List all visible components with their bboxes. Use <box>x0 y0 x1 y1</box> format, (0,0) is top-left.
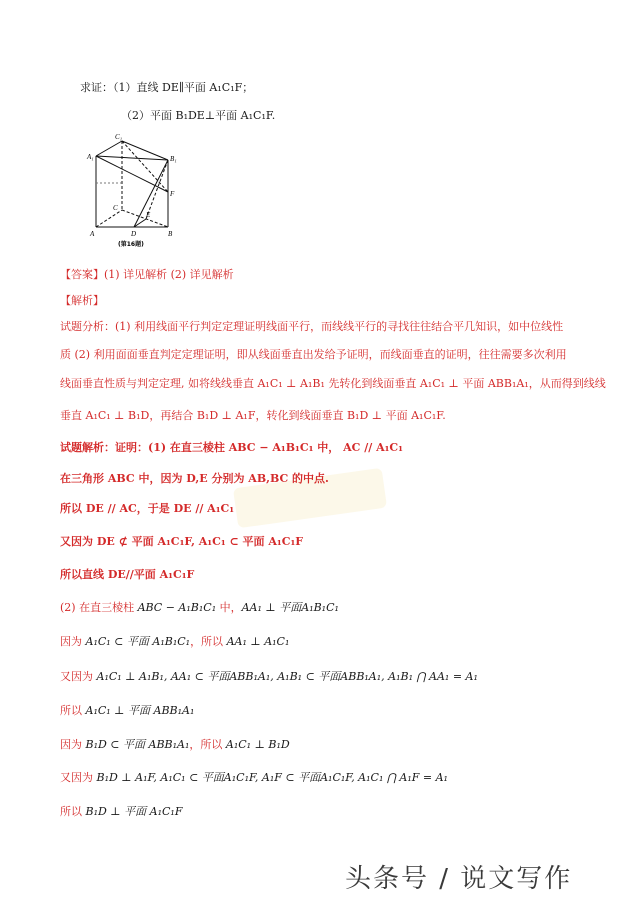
analysis-line-3: 线面垂直性质与判定定理, 如将线线垂直 A₁C₁ ⊥ A₁B₁ 先转化到线面垂直 A₁C₁ ⊥ 平面 ABB₁A₁，从而得到线线 <box>60 377 606 390</box>
part2-5-red2: ，所以 <box>189 738 226 751</box>
prism-figure <box>86 130 182 254</box>
prove-line: 求证：（1）直线 DE∥平面 A₁C₁F； <box>80 81 254 94</box>
part2-line-7 <box>60 805 182 819</box>
part2-4-black: A₁C₁ ⊥ 平面 ABB₁A₁ <box>85 704 195 717</box>
label-f: F <box>170 190 175 198</box>
source-watermark: 头条号 / 说文写作 <box>345 864 573 894</box>
part2-2-black: A₁C₁ ⊂ 平面 A₁B₁C₁ <box>85 635 191 648</box>
label-b1: B₁ <box>170 155 177 163</box>
figure-caption: (第16题) <box>118 241 144 248</box>
part2-line-5 <box>60 738 290 752</box>
proof-line-5: 所以直线 DE//平面 A₁C₁F <box>60 568 195 581</box>
proof-line-1: 试题解析：证明：(1) 在直三棱柱 ABC − A₁B₁C₁ 中， AC // A₁C₁ <box>60 441 403 454</box>
part2-line-1 <box>60 601 339 615</box>
part2-line-2 <box>60 635 289 649</box>
part2-line: （2）平面 B₁DE⊥平面 A₁C₁F. <box>121 109 276 122</box>
label-a: A <box>90 230 95 238</box>
answer-row <box>60 268 234 282</box>
part2-2-black2: AA₁ ⊥ A₁C₁ <box>226 635 290 648</box>
part2-5-black: B₁D ⊂ 平面 ABB₁A₁ <box>85 738 190 751</box>
analysis-line-1: 试题分析：(1) 利用线面平行判定定理证明线面平行，而线线平行的寻找往往结合平几知识，如中位线性 <box>60 320 564 333</box>
part2-2-red2: ，所以 <box>190 635 227 648</box>
part2-5-red: 因为 <box>60 738 86 751</box>
label-b: B <box>168 230 173 238</box>
part2-6-red: 又因为 <box>60 771 97 784</box>
part2-line-4 <box>60 704 194 718</box>
part2-6-black: B₁D ⊥ A₁F, A₁C₁ ⊂ 平面A₁C₁F, A₁F ⊂ 平面A₁C₁F, A₁C₁ ⋂ A₁F = A₁ <box>96 771 448 784</box>
part2-4-red: 所以 <box>60 704 86 717</box>
analysis-line-2: 质 (2) 利用面面垂直判定定理证明，即从线面垂直出发给予证明，而线面垂直的证明，往往需要多次利用 <box>60 348 567 361</box>
part2-1-black2: AA₁ ⊥ 平面A₁B₁C₁ <box>241 601 339 614</box>
part2-3-red: 又因为 <box>60 670 97 683</box>
part2-3-black: A₁C₁ ⊥ A₁B₁, AA₁ ⊂ 平面ABB₁A₁, A₁B₁ ⊂ 平面ABB₁A₁, A₁B₁ ⋂ AA₁ = A₁ <box>96 670 478 683</box>
label-c1: C₁ <box>115 133 123 141</box>
part2-2-red: 因为 <box>60 635 86 648</box>
part2-line-3 <box>60 670 478 684</box>
proof-line-2: 在三角形 ABC 中，因为 D,E 分别为 AB,BC 的中点. <box>60 472 329 485</box>
part2-line-6 <box>60 771 448 785</box>
label-d: D <box>131 230 137 238</box>
answer-text: (1) 详见解析 (2) 详见解析 <box>104 268 234 281</box>
label-c: C <box>113 204 118 212</box>
part2-7-red: 所以 <box>60 805 86 818</box>
proof-line-4: 又因为 DE ⊄ 平面 A₁C₁F, A₁C₁ ⊂ 平面 A₁C₁F <box>60 535 304 548</box>
part2-7-black: B₁D ⊥ 平面 A₁C₁F <box>85 805 183 818</box>
analysis-line-4: 垂直 A₁C₁ ⊥ B₁D，再结合 B₁D ⊥ A₁F，转化到线面垂直 B₁D ⊥ 平面 A₁C₁F. <box>60 409 446 422</box>
analysis-tag: 【解析】 <box>60 294 104 307</box>
part2-1-red: (2) 在直三棱柱 <box>60 601 138 614</box>
label-e: E <box>146 211 151 219</box>
answer-tag: 【答案】 <box>60 268 104 281</box>
proof-line-3: 所以 DE // AC，于是 DE // A₁C₁ <box>60 502 235 515</box>
part2-5-black2: A₁C₁ ⊥ B₁D <box>225 738 290 751</box>
part2-1-black: ABC − A₁B₁C₁ <box>137 601 217 614</box>
part2-1-red2: 中， <box>216 601 242 614</box>
label-a1: A₁ <box>87 153 94 161</box>
